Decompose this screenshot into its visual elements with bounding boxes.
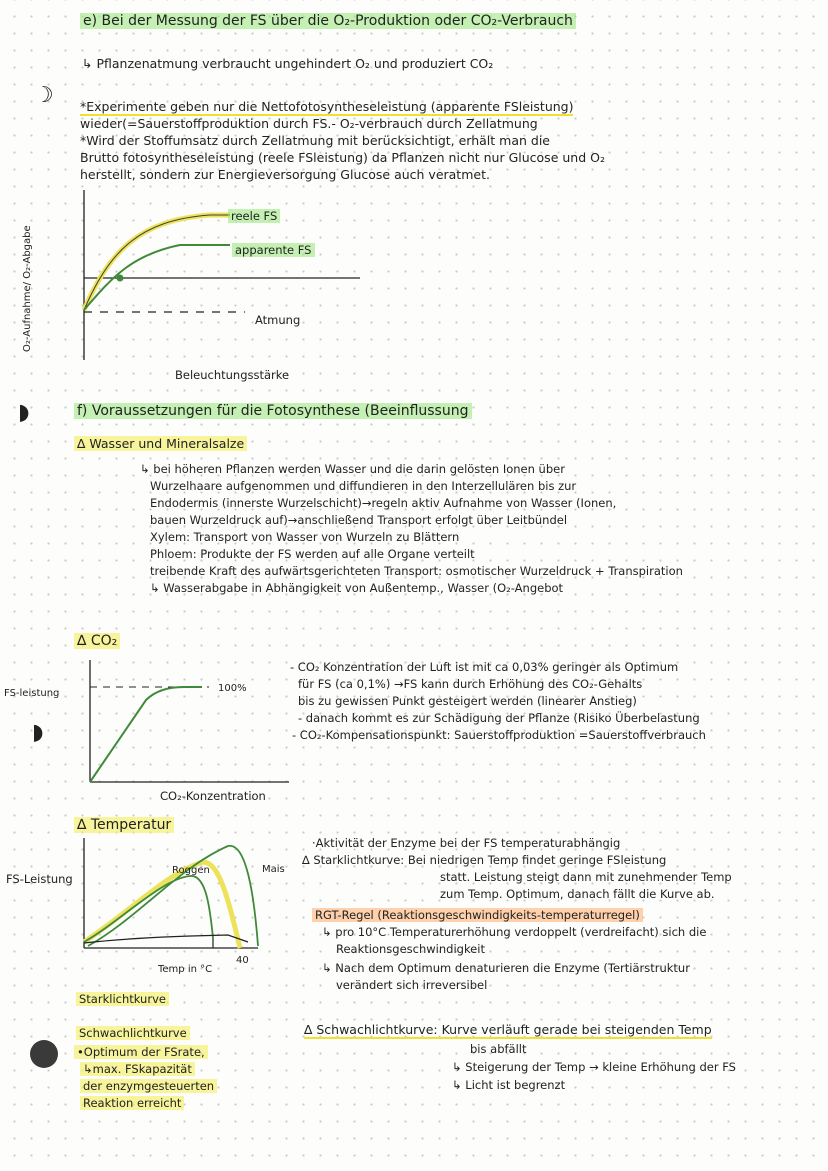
water-line-6: Phloem: Produkte der FS werden auf alle Organe verteilt: [150, 547, 475, 561]
water-title: [74, 436, 247, 451]
section-e-line-4: Brutto fotosyntheseleistung (reele FSleistung) da Pflanzen nicht nur Glucose und O₂: [80, 150, 605, 165]
temperature-line-7: Reaktionsgeschwindigkeit: [336, 942, 485, 956]
moon-icon-3: ◗: [32, 720, 44, 745]
temperature-title: [74, 818, 174, 833]
graph-e-real-curve-ink: [84, 215, 230, 310]
graph-e-real-label-text: reele FS: [228, 209, 280, 223]
graph-e-real-curve: [84, 215, 230, 310]
starklicht-label-text: Starklichtkurve: [76, 992, 169, 1006]
water-line-4: bauen Wurzeldruck auf)→anschließend Transport erfolgt über Leitbündel: [150, 513, 568, 527]
schwachlicht-label: [76, 1026, 190, 1041]
water-line-3: Endodermis (innerste Wurzelschicht)→regeln aktiv Aufnahme von Wasser (Ionen,: [150, 496, 617, 510]
water-line-8: ↳ Wasserabgabe in Abhängigkeit von Außentemp., Wasser (O₂-Angebot: [150, 581, 564, 595]
temperature-graph-x-label: Temp in °C: [158, 964, 213, 975]
section-e-line-2: wieder(=Sauerstoffproduktion durch FS.- O₂-verbrauch durch Zellatmung: [80, 116, 538, 131]
temperature-graph-schwachlicht-curve: [84, 935, 248, 943]
schwachlicht-label-text: Schwachlichtkurve: [76, 1026, 190, 1040]
section-e-heading: [80, 14, 576, 29]
co2-graph-y-label: FS-leistung: [4, 688, 60, 699]
temperature-graph-y-label: FS-Leistung: [6, 872, 73, 886]
weak-note-4: [80, 1096, 184, 1111]
graph-e-y-label: O₂-Aufnahme/ O₂-Abgabe: [22, 225, 33, 352]
water-title-text: ∆ Wasser und Mineralsalze: [74, 436, 247, 451]
co2-line-1: - CO₂ Konzentration der Luft ist mit ca 0,03% geringer als Optimum: [290, 660, 679, 674]
weak-line-2: bis abfällt: [470, 1042, 527, 1056]
rgt-rule-text: RGT-Regel (Reaktionsgeschwindigkeits-temperaturregel): [312, 908, 643, 922]
graph-e-apparent-label-text: apparente FS: [232, 243, 315, 257]
temperature-graph: [78, 838, 288, 953]
temperature-graph-roggen-curve: [84, 876, 213, 942]
temperature-graph-tick-label: 40: [236, 955, 249, 966]
graph-e-breathing-label: Atmung: [255, 313, 301, 327]
co2-title: [74, 634, 120, 649]
weak-note-4-text: Reaktion erreicht: [80, 1096, 184, 1110]
co2-graph-percent: 100%: [218, 683, 247, 694]
temperature-line-3: statt. Leistung steigt dann mit zunehmender Temp: [440, 870, 732, 884]
moon-icon-2: ◗: [18, 400, 30, 425]
temperature-graph-mais-label: Mais: [262, 864, 285, 875]
temperature-graph-roggen-label: Roggen: [172, 865, 210, 876]
temperature-line-5: [312, 908, 643, 923]
water-line-7: treibende Kraft des aufwärtsgerichteten Transport: osmotischer Wurzeldruck + Transpiration: [150, 564, 683, 578]
weak-note-2: [80, 1062, 195, 1077]
co2-line-3: bis zu gewissen Punkt gesteigert werden (linearer Anstieg): [298, 694, 637, 708]
water-line-1: ↳ bei höheren Pflanzen werden Wasser und die darin gelösten Ionen über: [140, 462, 565, 476]
water-line-2: Wurzelhaare aufgenommen und diffundieren in den Interzellulären bis zur: [150, 479, 577, 493]
graph-e-real-label: [228, 209, 280, 224]
weak-line-1: [304, 1022, 712, 1037]
co2-graph-x-label: CO₂-Konzentration: [160, 789, 266, 803]
section-f-heading-text: f) Voraussetzungen für die Fotosynthese (Beeinflussung: [74, 403, 472, 419]
graph-e-apparent-label: [232, 243, 315, 258]
section-e-arrow-line: ↳ Pflanzenatmung verbraucht ungehindert O₂ und produziert CO₂: [82, 56, 494, 71]
temperature-line-9: verändert sich irreversibel: [336, 978, 488, 992]
weak-note-3-text: der enzymgesteuerten: [80, 1079, 217, 1093]
section-e-line-3: *Wird der Stoffumsatz durch Zellatmung mit berücksichtigt, erhält man die: [80, 133, 550, 148]
weak-note-1-text: •Optimum der FSrate,: [74, 1045, 208, 1059]
section-f-heading: [74, 404, 472, 419]
co2-line-2: für FS (ca 0,1%) →FS kann durch Erhöhung des CO₂-Gehalts: [298, 677, 643, 691]
weak-line-1-text: ∆ Schwachlichtkurve: Kurve verläuft gerade bei steigenden Temp: [304, 1022, 712, 1037]
co2-graph: [84, 660, 294, 790]
temperature-line-1: ·Aktivität der Enzyme bei der FS temperaturabhängig: [312, 836, 621, 850]
temperature-line-2: ∆ Starklichtkurve: Bei niedrigen Temp findet geringe FSleistung: [302, 853, 667, 867]
section-e-heading-text: e) Bei der Messung der FS über die O₂-Produktion oder CO₂-Verbrauch: [80, 13, 576, 29]
weak-line-3: ↳ Steigerung der Temp → kleine Erhöhung der FS: [452, 1060, 736, 1074]
temperature-line-4: zum Temp. Optimum, danach fällt die Kurve ab.: [440, 887, 715, 901]
graph-e: [70, 190, 370, 380]
weak-line-4: ↳ Licht ist begrenzt: [452, 1078, 566, 1092]
section-e-line-1: [80, 99, 573, 114]
section-e-line-1-text: *Experimente geben nur die Nettofotosyntheseleistung (apparente FSleistung): [80, 99, 574, 114]
filled-circle-icon: [30, 1040, 58, 1068]
co2-title-text: ∆ CO₂: [74, 633, 120, 649]
co2-graph-curve: [90, 687, 202, 782]
weak-note-2-text: ↳max. FSkapazität: [80, 1062, 195, 1076]
weak-note-1: [74, 1045, 208, 1060]
section-e-line-5: herstellt, sondern zur Energieversorgung Glucose auch veratmet.: [80, 167, 490, 182]
temperature-title-text: ∆ Temperatur: [74, 817, 174, 833]
weak-note-3: [80, 1079, 217, 1094]
temperature-line-8: ↳ Nach dem Optimum denaturieren die Enzyme (Tertiärstruktur: [322, 961, 690, 975]
temperature-graph-mais-curve: [88, 846, 258, 946]
water-line-5: Xylem: Transport von Wasser von Wurzeln zu Blättern: [150, 530, 460, 544]
temperature-line-6: ↳ pro 10°C Temperaturerhöhung verdoppelt (verdreifacht) sich die: [322, 925, 707, 939]
starklicht-label: [76, 992, 169, 1007]
co2-line-5: - CO₂-Kompensationspunkt: Sauerstoffproduktion =Sauerstoffverbrauch: [292, 728, 706, 742]
graph-e-compensation-point: [117, 275, 124, 282]
graph-e-x-label: Beleuchtungsstärke: [175, 368, 290, 382]
moon-icon: ☽: [34, 83, 54, 108]
co2-line-4: - danach kommt es zur Schädigung der Pflanze (Risiko Überbelastung: [298, 711, 700, 725]
